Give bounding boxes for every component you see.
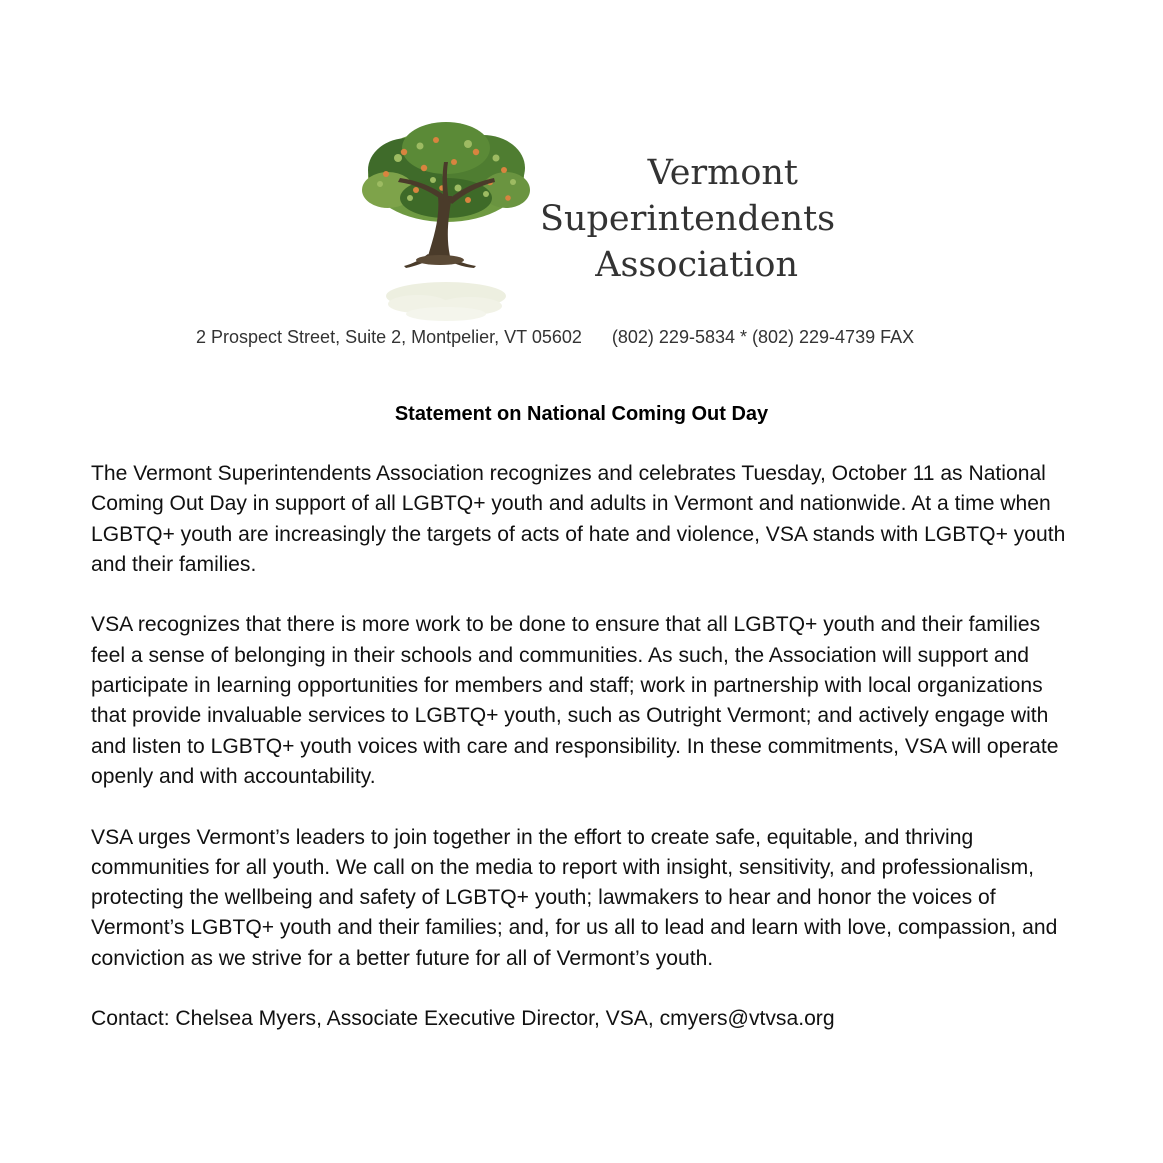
paragraph-3: VSA urges Vermont’s leaders to join together in the effort to create safe, equitable, and thriving communities for all youth. We call on the media to report with insight, sensitivity, and professionalism, protecting the wellbeing and safety of LGBTQ+ youth; lawmakers to hear and honor the voices of Vermont’s LGBTQ+ youth and their families; and, for us all to lead and learn with love, compassion, and conviction as we strive for a better future for all of Vermont’s youth. — [91, 825, 1058, 970]
org-name-line-3: Association — [595, 245, 798, 285]
tree-logo-icon — [358, 118, 534, 323]
org-name-line-1: Vermont — [647, 153, 798, 193]
statement-body — [91, 459, 1076, 1035]
paragraph-2: VSA recognizes that there is more work to be done to ensure that all LGBTQ+ youth and their families feel a sense of belonging in their schools and communities. As such, the Association will support and participate in learning opportunities for members and staff; work in partnership with local organizations that provide invaluable services to LGBTQ+ youth, such as Outright Vermont; and actively engage with and listen to LGBTQ+ youth voices with care and responsibility. In these commitments, VSA will operate openly and with accountability. — [91, 613, 1059, 788]
org-name-line-2: Superintendents — [540, 199, 836, 239]
statement-title: Statement on National Coming Out Day — [394, 403, 769, 425]
organization-name — [540, 150, 836, 288]
contact-line: Contact: Chelsea Myers, Associate Executive Director, VSA, cmyers@vtvsa.org — [91, 1007, 835, 1031]
letterhead — [0, 0, 1163, 360]
paragraph-1: The Vermont Superintendents Association recognizes and celebrates Tuesday, October 11 as National Coming Out Day in support of all LGBTQ+ youth and adults in Vermont and nationwide. At a time when LGBTQ+ youth are increasingly the targets of acts of hate and violence, VSA stands with LGBTQ+ youth and their families. — [91, 462, 1066, 576]
address-line: 2 Prospect Street, Suite 2, Montpelier, VT 05602 (802) 229-5834 * (802) 229-4739 FAX — [196, 327, 915, 347]
